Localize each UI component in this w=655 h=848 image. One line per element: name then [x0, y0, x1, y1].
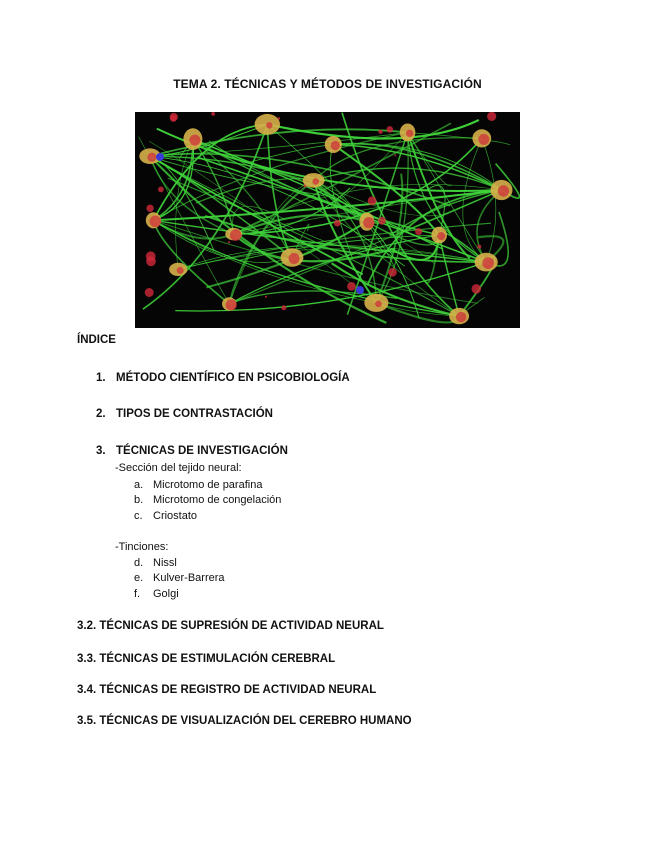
red-marker [415, 228, 422, 235]
soma-nucleus [226, 299, 237, 310]
index-item-3 [96, 445, 288, 457]
soma-nucleus [331, 141, 340, 150]
item-letter: c. [134, 510, 143, 522]
index-heading: ÍNDICE [77, 334, 116, 346]
red-marker [228, 241, 230, 243]
red-marker [378, 217, 386, 225]
index-item-label: TIPOS DE CONTRASTACIÓN [116, 408, 273, 420]
item-label: Kulver-Barrera [153, 572, 225, 584]
index-item-number: 2. [96, 408, 106, 420]
red-marker [368, 196, 377, 205]
red-marker [388, 268, 397, 277]
neurite [175, 262, 486, 311]
blue-marker [356, 286, 364, 294]
soma-nucleus [150, 216, 162, 228]
item-letter: b. [134, 494, 144, 506]
section-cut-item [134, 494, 281, 506]
red-marker [158, 187, 164, 193]
red-marker [472, 284, 482, 294]
item-label: Nissl [153, 557, 177, 569]
red-marker [487, 112, 496, 121]
stains-heading: -Tinciones: [115, 541, 169, 553]
stains-item [134, 572, 225, 584]
item-letter: e. [134, 572, 144, 584]
neurite [178, 249, 486, 270]
item-letter: f. [134, 588, 141, 600]
soma-nucleus [289, 253, 300, 264]
item-letter: d. [134, 557, 144, 569]
red-marker [145, 288, 154, 297]
stains-item [134, 557, 177, 569]
soma-nucleus [266, 122, 272, 128]
red-marker [347, 282, 356, 291]
soma-nucleus [456, 312, 466, 322]
red-marker [334, 220, 341, 227]
red-marker [265, 296, 267, 298]
index-item-1 [96, 372, 350, 384]
red-marker [211, 112, 215, 116]
item-label: Microtomo de congelación [153, 494, 282, 506]
soma-nucleus [363, 217, 374, 228]
subsection-3-5: 3.5. TÉCNICAS DE VISUALIZACIÓN DEL CEREBRO HUMANO [77, 715, 412, 727]
red-marker [146, 205, 153, 212]
red-marker [394, 154, 396, 156]
item-letter: a. [134, 479, 144, 491]
document-title: TEMA 2. TÉCNICAS Y MÉTODOS DE INVESTIGACIÓN [173, 77, 482, 91]
soma-nucleus [406, 130, 413, 137]
index-item-number: 3. [96, 445, 106, 457]
section-cut-item [134, 479, 262, 491]
soma-nucleus [437, 232, 445, 240]
section-cut-heading: -Sección del tejido neural: [115, 462, 242, 474]
item-label: Criostato [153, 510, 198, 522]
item-label: Golgi [153, 588, 179, 600]
soma-nucleus [312, 178, 319, 185]
red-marker [281, 305, 286, 310]
index-item-label: MÉTODO CIENTÍFICO EN PSICOBIOLOGÍA [116, 372, 350, 384]
section-cut-item [134, 510, 197, 522]
item-label: Microtomo de parafina [153, 479, 263, 491]
soma-nucleus [230, 229, 242, 241]
subsection-3-4: 3.4. TÉCNICAS DE REGISTRO DE ACTIVIDAD NEURAL [77, 684, 377, 696]
subsection-3-3: 3.3. TÉCNICAS DE ESTIMULACIÓN CEREBRAL [77, 653, 336, 665]
red-marker [146, 251, 156, 261]
blue-marker [156, 153, 164, 161]
soma-nucleus [482, 257, 494, 269]
stains-item [134, 588, 179, 600]
soma-nucleus [478, 134, 489, 145]
neuron-micrograph [135, 112, 520, 328]
soma-nucleus [189, 135, 200, 146]
index-item-label: TÉCNICAS DE INVESTIGACIÓN [116, 445, 288, 457]
soma-nucleus [177, 267, 184, 274]
index-item-2 [96, 408, 273, 420]
red-marker [477, 245, 481, 249]
red-marker [170, 115, 177, 122]
neurite [482, 138, 496, 262]
red-marker [378, 130, 382, 134]
soma-nucleus [375, 301, 382, 308]
soma-nucleus [498, 185, 509, 196]
red-marker [387, 126, 394, 133]
subsection-3-2: 3.2. TÉCNICAS DE SUPRESIÓN DE ACTIVIDAD NEURAL [77, 620, 384, 632]
index-item-number: 1. [96, 372, 106, 384]
soma-nucleus [147, 153, 156, 162]
